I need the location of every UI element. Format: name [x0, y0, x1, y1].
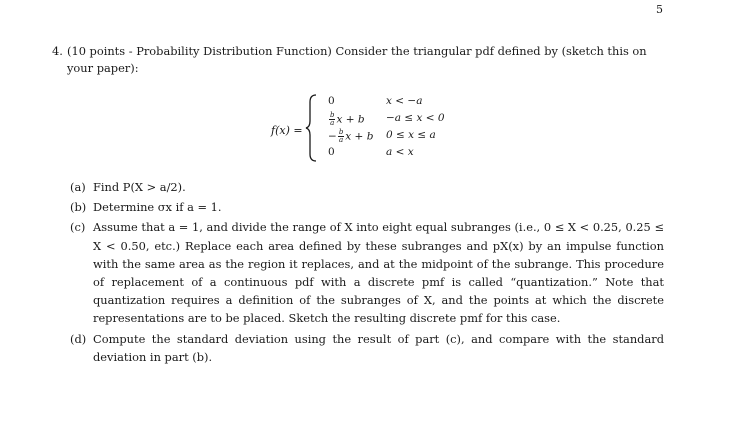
- case-expression: $\frac{b}{a}$ x + b: [330, 111, 365, 127]
- case-expression: 0: [328, 146, 335, 158]
- pdf-label: f(x) =: [271, 124, 303, 137]
- case-expression: 0: [328, 95, 335, 107]
- fraction: $\frac{b}{a}$: [338, 128, 344, 144]
- case-condition: 0 ≤ x ≤ a: [386, 129, 436, 141]
- part-text: Compute the standard deviation using the result of part (c), and compare with the standard deviation in part (b).: [93, 331, 664, 364]
- part-a: [70, 178, 664, 196]
- part-letter: (c): [70, 220, 86, 235]
- part-c: [70, 218, 664, 327]
- case-condition: x < −a: [386, 95, 423, 107]
- part-letter: (d): [70, 331, 87, 346]
- part-text: Find P(X > a/2).: [93, 180, 186, 194]
- part-text: Assume that a = 1, and divide the range of X into eight equal subranges (i.e., 0 ≤ X < 0.25, 0.25 ≤ X < 0.50, etc.) Replace each area defined by these subranges and pX(x) by an impulse function with the same area as the region it replaces, and at the midpoint of the subrange. This procedure of replacement of a continuous pdf with a discrete pmf is called “quantization.” Note that quantization requires a definition of the subranges of X, and the points at which the discrete representations are to be placed. Sketch the resulting discrete pmf for this case.: [93, 220, 664, 326]
- case-condition: −a ≤ x < 0: [386, 112, 445, 124]
- part-b: [70, 198, 664, 216]
- question-number: 4.: [52, 44, 63, 58]
- part-letter: (a): [70, 180, 86, 194]
- part-text: Determine σx if a = 1.: [93, 200, 222, 215]
- page-number: 5: [656, 3, 663, 16]
- part-letter: (b): [70, 200, 87, 215]
- part-d: [70, 330, 664, 366]
- case-condition: a < x: [386, 146, 414, 158]
- case-expression: − $\frac{b}{a}$ x + b: [328, 128, 374, 144]
- question-text: (10 points - Probability Distribution Function) Consider the triangular pdf defined by (sketch this on your paper):: [67, 44, 647, 75]
- left-brace: [305, 94, 319, 162]
- question-4: [52, 43, 672, 77]
- fraction: $\frac{b}{a}$: [330, 111, 335, 127]
- question-parts: [70, 178, 664, 368]
